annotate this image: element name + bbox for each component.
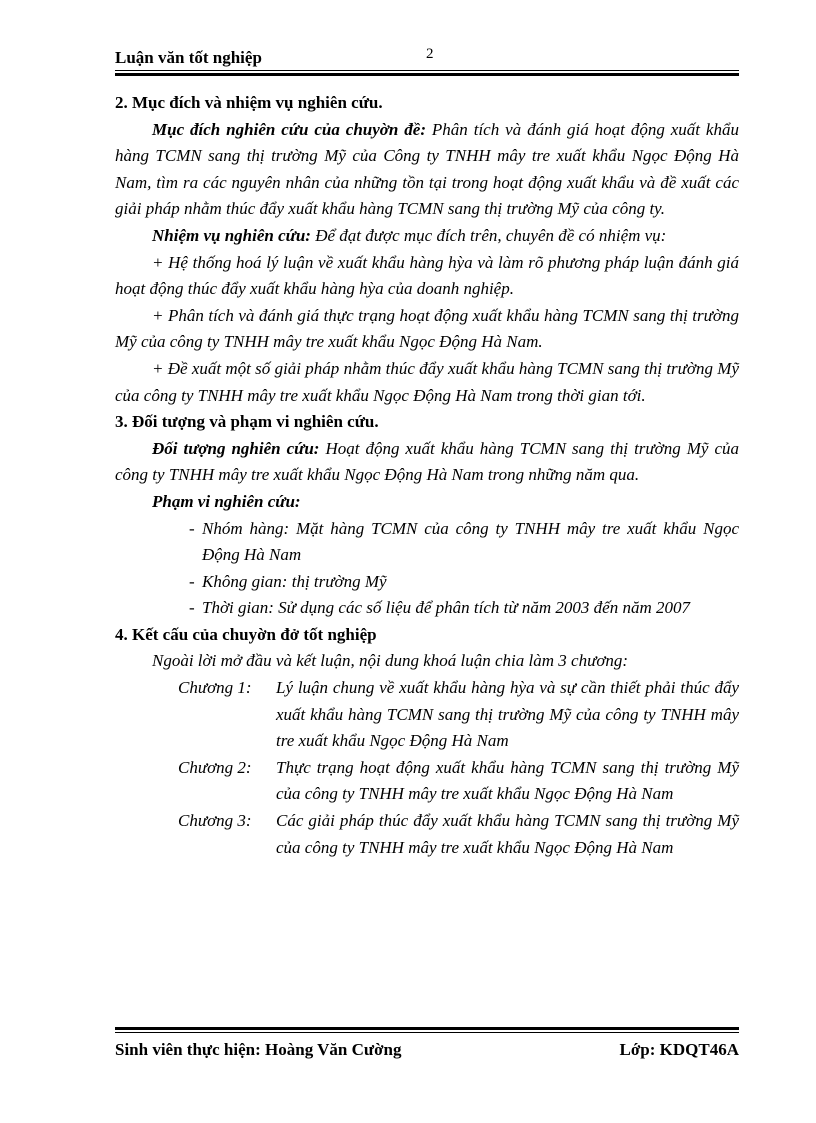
task-label: Nhiệm vụ nghiên cứu: bbox=[152, 225, 311, 245]
chapter-label: Chương 2: bbox=[178, 757, 252, 777]
chapter-label: Chương 1: bbox=[178, 678, 252, 698]
footer-rule-thick bbox=[115, 1027, 739, 1030]
page-number: 2 bbox=[426, 46, 434, 62]
footer-class: Lớp: KDQT46A bbox=[619, 1040, 739, 1059]
purpose-paragraph bbox=[115, 117, 739, 223]
scope-item: - Không gian: thị trường Mỹ bbox=[189, 571, 387, 591]
task-paragraph bbox=[115, 223, 739, 250]
chapter-item bbox=[115, 755, 739, 808]
header-rule-thick bbox=[115, 73, 739, 76]
scope-list bbox=[115, 516, 739, 622]
footer-student: Sinh viên thực hiện: Hoàng Văn Cường bbox=[115, 1040, 402, 1059]
purpose-label: Mục đích nghiên cứu của chuyờn đề: bbox=[152, 119, 426, 139]
scope-item: - Thời gian: Sử dụng các số liệu để phân tích từ năm 2003 đến năm 2007 bbox=[189, 598, 690, 618]
header-rule-thin bbox=[115, 70, 739, 71]
object-text: Hoạt động xuất khẩu hàng TCMN sang thị trường Mỹ của công ty TNHH mây tre xuất khẩu Ngọc Động Hà Nam trong những năm qua. bbox=[115, 438, 739, 485]
object-label: Đối tượng nghiên cứu: bbox=[152, 438, 320, 458]
chapter-item bbox=[115, 808, 739, 861]
task-text: Để đạt được mục đích trên, chuyên đề có nhiệm vụ: bbox=[310, 225, 667, 245]
chapter-text: Lý luận chung về xuất khẩu hàng hỳa và sự cần thiết phải thúc đẩy xuất khẩu hàng TCMN sang thị trường Mỹ của công ty TNHH mây tre xuất khẩu Ngọc Động Hà Nam bbox=[276, 678, 739, 751]
object-paragraph bbox=[115, 436, 739, 489]
purpose-text: Phân tích và đánh giá hoạt động xuất khẩu hàng TCMN sang thị trường Mỹ của Công ty TNHH mây tre xuất khẩu Ngọc Động Hà Nam, tìm ra các nguyên nhân của những tồn tại trong hoạt động xuất khẩu và đề xuất các giải pháp nhằm thúc đẩy xuất khẩu hàng TCMN sang thị trường Mỹ của công ty. bbox=[115, 119, 739, 219]
task-item: + Phân tích và đánh giá thực trạng hoạt động xuất khẩu hàng TCMN sang thị trường Mỹ của công ty TNHH mây tre xuất khẩu Ngọc Động Hà Nam. bbox=[115, 305, 739, 352]
footer-rule-thin bbox=[115, 1032, 739, 1033]
header-title: Luận văn tốt nghiệp bbox=[115, 48, 262, 67]
document-body bbox=[115, 90, 739, 861]
chapter-label: Chương 3: bbox=[178, 811, 252, 831]
chapter-text: Thực trạng hoạt động xuất khẩu hàng TCMN sang thị trường Mỹ của công ty TNHH mây tre xuất khẩu Ngọc Động Hà Nam bbox=[276, 757, 739, 804]
chapter-text: Các giải pháp thúc đẩy xuất khẩu hàng TCMN sang thị trường Mỹ của công ty TNHH mây tre xuất khẩu Ngọc Động Hà Nam bbox=[276, 811, 739, 857]
task-item: + Đề xuất một số giải pháp nhằm thúc đẩy xuất khẩu hàng TCMN sang thị trường Mỹ của công ty TNHH mây tre xuất khẩu Ngọc Động Hà Nam trong thời gian tới. bbox=[115, 358, 739, 405]
task-item: + Hệ thống hoá lý luận về xuất khẩu hàng hỳa và làm rõ phương pháp luận đánh giá hoạt động thúc đẩy xuất khẩu hàng hỳa của doanh nghiệp. bbox=[115, 252, 739, 299]
scope-item: - Nhóm hàng: Mặt hàng TCMN của công ty TNHH mây tre xuất khẩu Ngọc Động Hà Nam bbox=[189, 518, 739, 565]
section-4-heading: 4. Kết cấu của chuyờn đở tốt nghiệp bbox=[115, 624, 377, 644]
section-2-heading: 2. Mục đích và nhiệm vụ nghiên cứu. bbox=[115, 93, 383, 112]
scope-label: Phạm vi nghiên cứu: bbox=[152, 491, 301, 511]
scope-label-line bbox=[115, 489, 739, 516]
structure-intro: Ngoài lời mở đầu và kết luận, nội dung khoá luận chia làm 3 chương: bbox=[152, 651, 629, 671]
section-3-heading: 3. Đối tượng và phạm vi nghiên cứu. bbox=[115, 412, 379, 432]
chapter-item bbox=[115, 675, 739, 755]
